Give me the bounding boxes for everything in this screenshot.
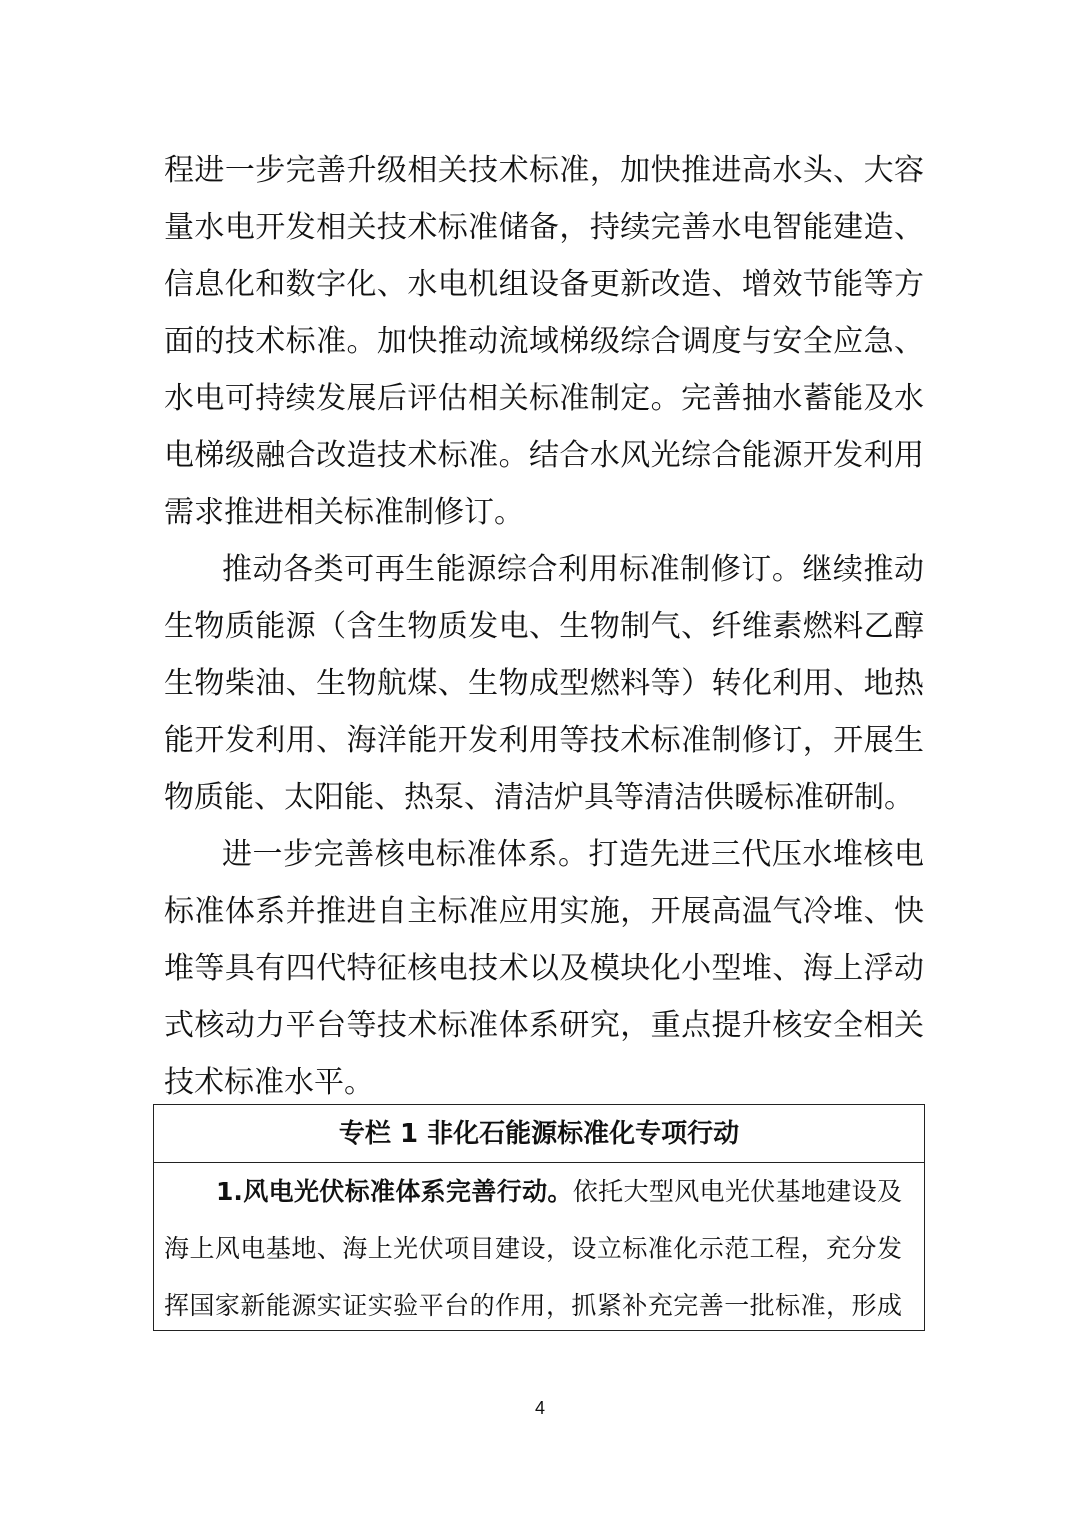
paragraph-line: 信息化和数字化、水电机组设备更新改造、增效节能等方 [164,267,924,302]
body-text [164,142,924,1111]
paragraph-line: 能开发利用、海洋能开发利用等技术标准制修订，开展生 [164,723,924,758]
paragraph-line: 需求推进相关标准制修订。 [164,495,524,530]
item-heading: 1.风电光伏标准体系完善行动。 [216,1177,573,1206]
paragraph-line: 程进一步完善升级相关技术标准，加快推进高水头、大容 [164,153,924,188]
item-text: 依托大型风电光伏基地建设及 [572,1177,902,1206]
paragraph-line: 面的技术标准。加快推动流域梯级综合调度与安全应急、 [164,324,924,359]
column-box-line [164,1163,902,1220]
paragraph-line: 标准体系并推进自主标准应用实施，开展高温气冷堆、快 [164,894,924,929]
paragraph-line: 水电可持续发展后评估相关标准制定。完善抽水蓄能及水 [164,381,924,416]
column-box [153,1104,925,1331]
paragraph-line: 堆等具有四代特征核电技术以及模块化小型堆、海上浮动 [164,951,924,986]
column-box-body [154,1163,924,1334]
paragraph-line: 推动各类可再生能源综合利用标准制修订。继续推动 [222,552,924,587]
paragraph-line: 电梯级融合改造技术标准。结合水风光综合能源开发利用 [164,438,924,473]
column-box-line: 海上风电基地、海上光伏项目建设，设立标准化示范工程，充分发 [164,1234,902,1263]
paragraph-line: 物质能、太阳能、热泵、清洁炉具等清洁供暖标准研制。 [164,780,914,815]
paragraph-line: 进一步完善核电标准体系。打造先进三代压水堆核电 [222,837,924,872]
paragraph-line: 技术标准水平。 [164,1065,374,1100]
paragraph-line: 式核动力平台等技术标准体系研究，重点提升核安全相关 [164,1008,924,1043]
column-box-line: 挥国家新能源实证实验平台的作用，抓紧补充完善一批标准，形成 [164,1291,902,1320]
paragraph-line: 生物柴油、生物航煤、生物成型燃料等）转化利用、地热 [164,666,924,701]
page-number: 4 [534,1398,545,1418]
paragraph-line: 生物质能源（含生物质发电、生物制气、纤维素燃料乙醇 [164,609,924,644]
column-box-title: 专栏 1 非化石能源标准化专项行动 [154,1105,924,1163]
paragraph-line: 量水电开发相关技术标准储备，持续完善水电智能建造、 [164,210,924,245]
